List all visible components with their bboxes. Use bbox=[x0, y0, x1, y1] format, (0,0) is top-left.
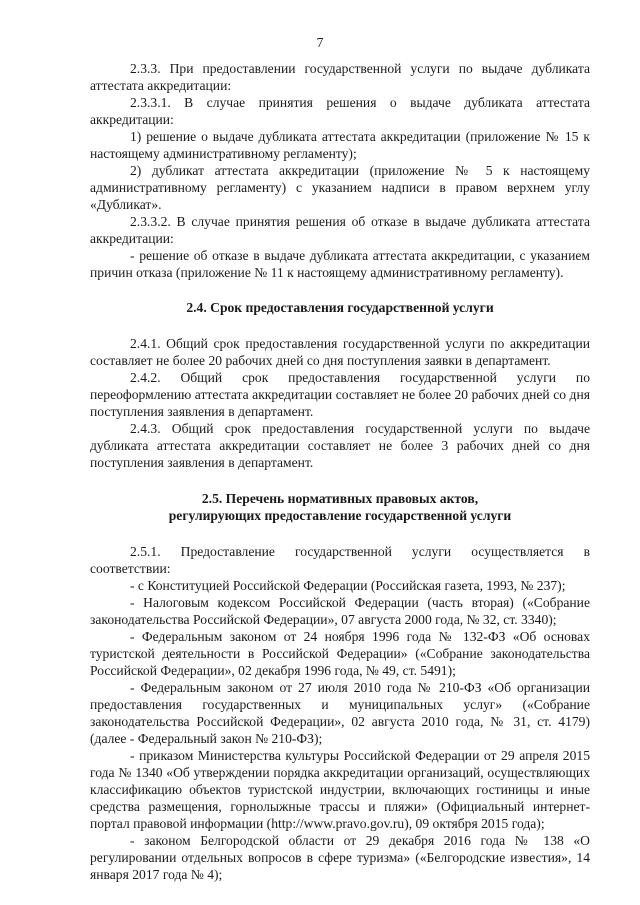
paragraph-2-3-3-1: 2.3.3.1. В случае принятия решения о выдаче дубликата аттестата аккредитации: bbox=[90, 95, 590, 127]
section-heading-2-4: 2.4. Срок предоставления государственной услуги bbox=[186, 300, 494, 315]
paragraph-2-5-1-tax-code: - Налоговым кодексом Российской Федерации (часть вторая) («Собрание законодательства Российской Федерации», 07 августа 2000 года, № 32, ст. 3340); bbox=[90, 595, 590, 627]
paragraph-2-4-3: 2.4.3. Общий срок предоставления государственной услуги по выдаче дубликата аттестата аккредитации составляет не более 3 рабочих дней со дня поступления заявления в департамент. bbox=[90, 421, 590, 470]
section-heading-2-5-line-2: регулирующих предоставление государственной услуги bbox=[168, 508, 512, 523]
paragraph-2-5-1-law-210-fz: - Федеральным законом от 27 июля 2010 года № 210-ФЗ «Об организации предоставления государственных и муниципальных услуг» («Собрание законодательства Российской Федерации», 02 августа 2010 года, № 31, ст. 4179) (далее - Федеральный закон № 210-ФЗ); bbox=[90, 680, 590, 746]
paragraph-2-3-3-1-item-1: 1) решение о выдаче дубликата аттестата аккредитации (приложение № 15 к настоящему административному регламенту); bbox=[90, 129, 590, 161]
paragraph-2-3-3-2-item: - решение об отказе в выдаче дубликата аттестата аккредитации, с указанием причин отказа (приложение № 11 к настоящему административному регламенту). bbox=[90, 248, 590, 280]
paragraph-2-5-1: 2.5.1. Предоставление государственной услуги осуществляется в соответствии: bbox=[90, 544, 590, 576]
page-number: 7 bbox=[316, 35, 324, 50]
paragraph-2-4-2: 2.4.2. Общий срок предоставления государственной услуги по переоформлению аттестата аккредитации составляет не более 20 рабочих дней со дня поступления заявления в департамент. bbox=[90, 370, 590, 419]
document-body bbox=[90, 30, 590, 883]
paragraph-2-5-1-order-1340: - приказом Министерства культуры Российской Федерации от 29 апреля 2015 года № 1340 «Об утверждении порядка аккредитации организаций, осуществляющих классификацию объектов туристской индустрии, включающих гостиницы и иные средства размещения, горнолыжные трассы и пляжи» (Официальный интернет-портал правовой информации (http://www.pravo.gov.ru), 09 октября 2015 года); bbox=[90, 748, 590, 831]
paragraph-2-5-1-belgorod-law-138: - законом Белгородской области от 29 декабря 2016 года № 138 «О регулировании отдельных вопросов в сфере туризма» («Белгородские известия», 14 января 2017 года № 4); bbox=[90, 833, 590, 882]
paragraph-2-3-3-1-item-2: 2) дубликат аттестата аккредитации (приложение № 5 к настоящему административному регламенту) с указанием надписи в правом верхнем углу «Дубликат». bbox=[90, 163, 590, 212]
paragraph-2-4-1: 2.4.1. Общий срок предоставления государственной услуги по аккредитации составляет не более 20 рабочих дней со дня поступления заявки в департамент. bbox=[90, 336, 590, 368]
paragraph-2-5-1-law-132-fz: - Федеральным законом от 24 ноября 1996 года № 132-ФЗ «Об основах туристской деятельности в Российской Федерации» («Собрание законодательства Российской Федерации», 02 декабря 1996 года, № 49, ст. 5491); bbox=[90, 629, 590, 678]
paragraph-2-3-3: 2.3.3. При предоставлении государственной услуги по выдаче дубликата аттестата аккредитации: bbox=[90, 61, 590, 93]
paragraph-2-3-3-2: 2.3.3.2. В случае принятия решения об отказе в выдаче дубликата аттестата аккредитации: bbox=[90, 214, 590, 246]
paragraph-2-5-1-constitution: - с Конституцией Российской Федерации (Российская газета, 1993, № 237); bbox=[130, 578, 566, 593]
section-heading-2-5-line-1: 2.5. Перечень нормативных правовых актов, bbox=[201, 491, 479, 506]
